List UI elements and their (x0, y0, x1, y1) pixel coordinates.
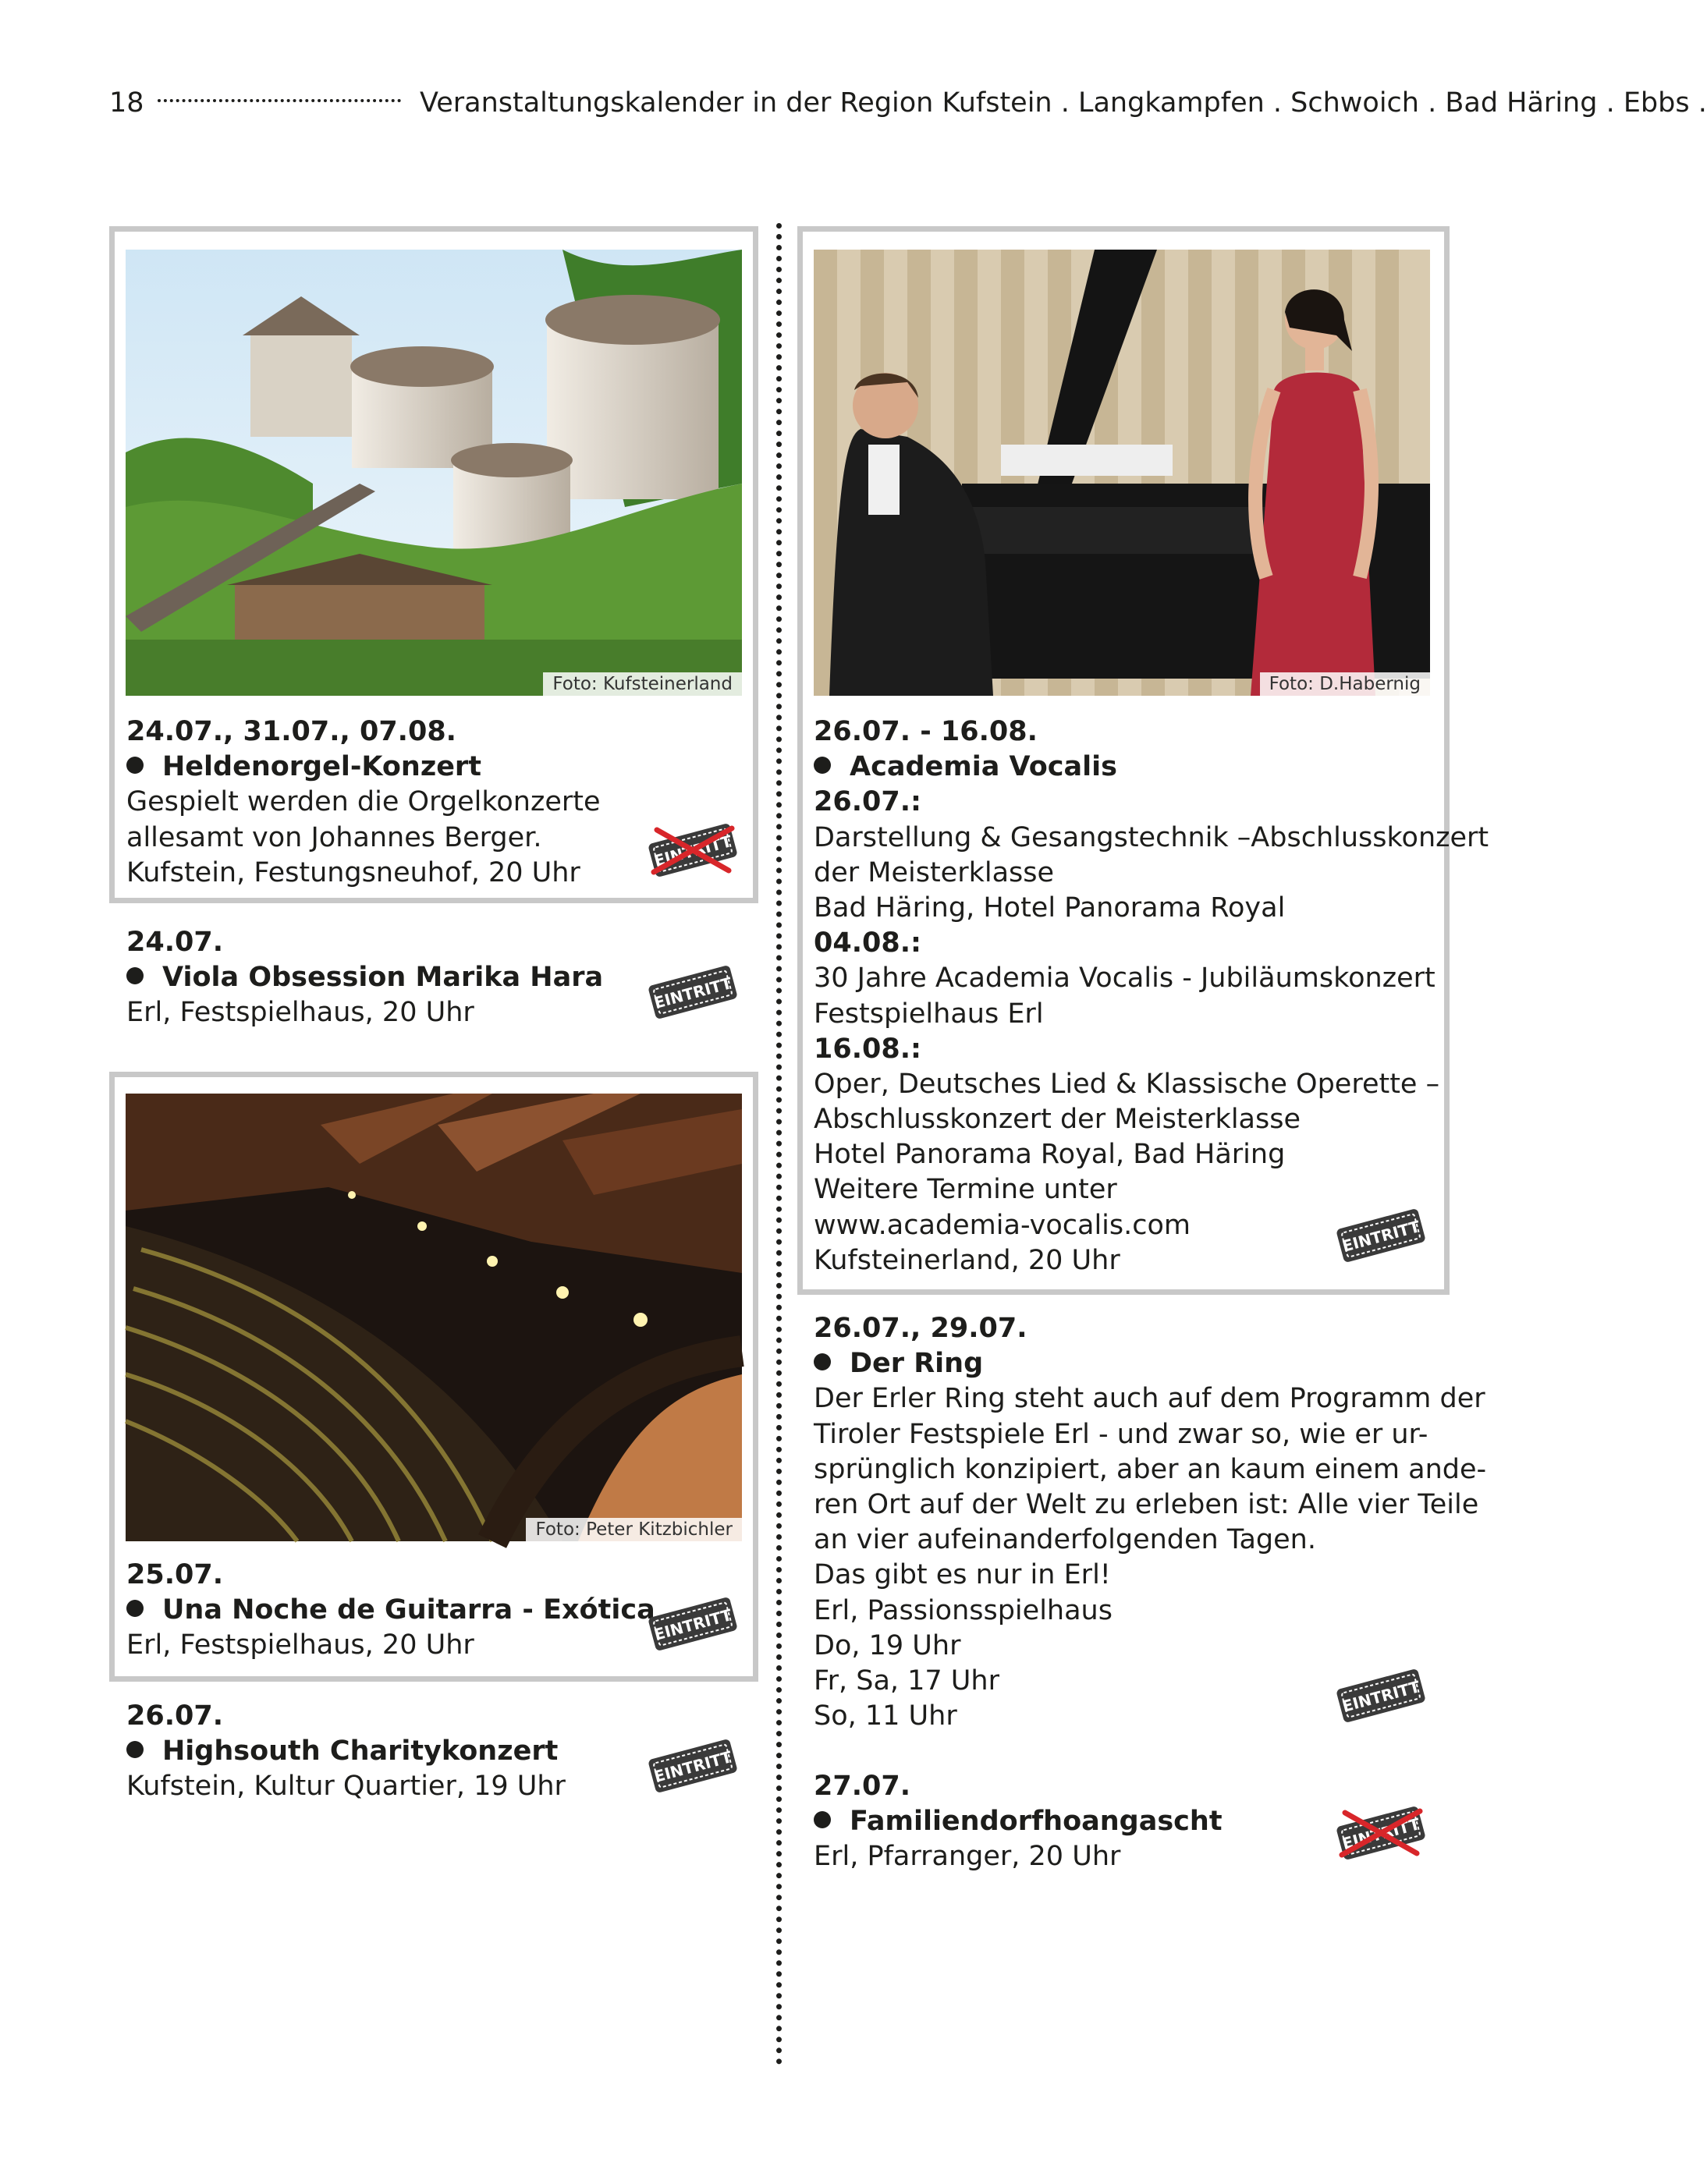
event-location: Erl, Festspielhaus, 20 Uhr (126, 1629, 474, 1661)
event-title: Heldenorgel-Konzert (162, 751, 481, 783)
event-date: 25.07. (126, 1559, 224, 1590)
concert-photo (814, 250, 1430, 696)
ticket-label: EINTRITT (1340, 1677, 1422, 1716)
event-title-line (814, 1346, 1438, 1381)
page-number: 18 (109, 87, 144, 119)
event-title-line (814, 750, 1438, 785)
event-location: Erl, Passionsspielhaus (814, 1594, 1113, 1626)
event-date: 24.07. (126, 927, 224, 958)
dotted-leader (158, 99, 401, 102)
event-description: Bad Häring, Hotel Panorama Royal (814, 892, 1286, 924)
event-academia (814, 714, 1489, 1278)
ticket-icon (646, 1738, 740, 1794)
bullet-icon (814, 1353, 831, 1370)
ticket-label: EINTRITT (651, 973, 734, 1012)
event-location: Erl, Pfarranger, 20 Uhr (814, 1841, 1121, 1873)
event-description: allesamt von Johannes Berger. (126, 821, 542, 853)
fortress-photo (126, 250, 742, 696)
event-description: Der Erler Ring steht auch auf dem Programm der (814, 1383, 1485, 1415)
photo-credit: Foto: D.Habernig (1260, 672, 1430, 696)
event-description: 30 Jahre Academia Vocalis - Jubiläumskonzert (814, 963, 1436, 994)
event-description: Abschlusskonzert der Meisterklasse (814, 1104, 1301, 1136)
concert-hall-photo (126, 1094, 742, 1541)
event-description: sprünglich konzipiert, aber an kaum einem ande- (814, 1453, 1487, 1485)
event-description: der Meisterklasse (814, 856, 1055, 888)
page-header (109, 84, 1707, 122)
event-title: Una Noche de Guitarra - Exótica (162, 1594, 655, 1626)
event-description: Weitere Termine unter (814, 1174, 1117, 1206)
ticket-crossed-icon (646, 822, 740, 878)
bullet-icon (126, 1741, 144, 1758)
event-location: Kufsteinerland, 20 Uhr (814, 1244, 1120, 1276)
bullet-icon (126, 757, 144, 774)
photo-credit: Foto: Kufsteinerland (543, 672, 742, 696)
fortress-illustration (126, 250, 742, 696)
sub-date: 04.08.: (814, 927, 922, 959)
ticket-label: EINTRITT (651, 1747, 734, 1786)
bullet-icon (814, 757, 831, 774)
event-date: 26.07. - 16.08. (814, 716, 1038, 747)
ticket-label: EINTRITT (1340, 1217, 1422, 1256)
event-time: Fr, Sa, 17 Uhr (814, 1665, 999, 1696)
event-title: Familiendorfhoangascht (850, 1806, 1223, 1838)
ticket-icon (646, 1596, 740, 1652)
event-description: Hotel Panorama Royal, Bad Häring (814, 1139, 1286, 1171)
event-description: Darstellung & Gesangstechnik –Abschlusskonzert (814, 821, 1489, 853)
event-description: an vier aufeinanderfolgenden Tagen. (814, 1524, 1316, 1556)
ticket-label: EINTRITT (651, 1605, 734, 1644)
event-location: Erl, Festspielhaus, 20 Uhr (126, 997, 474, 1029)
event-date: 24.07., 31.07., 07.08. (126, 716, 456, 747)
bullet-icon (126, 967, 144, 984)
concert-hall-illustration (126, 1094, 742, 1541)
ticket-crossed-icon (1334, 1805, 1428, 1861)
bullet-icon (814, 1811, 831, 1828)
event-title-line (126, 750, 743, 785)
event-description: Oper, Deutsches Lied & Klassische Operette – (814, 1068, 1440, 1100)
bullet-icon (126, 1600, 144, 1617)
ticket-icon (646, 964, 740, 1020)
page-header-title: Veranstaltungskalender in der Region Kufstein . Langkampfen . Schwoich . Bad Häring . Ebbs . (420, 87, 1707, 119)
event-time: So, 11 Uhr (814, 1700, 957, 1732)
event-date: 26.07., 29.07. (814, 1313, 1027, 1344)
sub-date: 16.08.: (814, 1033, 922, 1065)
event-date: 27.07. (814, 1771, 911, 1802)
photo-credit: Foto: Peter Kitzbichler (526, 1518, 742, 1541)
event-description: Gespielt werden die Orgelkonzerte (126, 786, 601, 818)
event-date: 26.07. (126, 1700, 224, 1732)
event-title: Highsouth Charitykonzert (162, 1736, 559, 1767)
event-description: ren Ort auf der Welt zu erleben ist: Alle vier Teile (814, 1488, 1479, 1520)
event-title: Der Ring (850, 1348, 984, 1380)
event-location: Kufstein, Festungsneuhof, 20 Uhr (126, 856, 580, 888)
ticket-icon (1334, 1668, 1428, 1724)
ticket-icon (1334, 1207, 1428, 1264)
event-title: Viola Obsession Marika Hara (162, 962, 604, 994)
column-divider (776, 223, 782, 2065)
event-description: Das gibt es nur in Erl! (814, 1559, 1111, 1591)
website-link[interactable]: www.academia-vocalis.com (814, 1209, 1191, 1241)
event-description: Festspielhaus Erl (814, 998, 1044, 1030)
event-description: Tiroler Festspiele Erl - und zwar so, wie er ur- (814, 1418, 1428, 1450)
sub-date: 26.07.: (814, 786, 922, 818)
event-time: Do, 19 Uhr (814, 1629, 961, 1661)
event-location: Kufstein, Kultur Quartier, 19 Uhr (126, 1771, 566, 1803)
concert-illustration (814, 250, 1430, 696)
event-title: Academia Vocalis (850, 751, 1117, 783)
